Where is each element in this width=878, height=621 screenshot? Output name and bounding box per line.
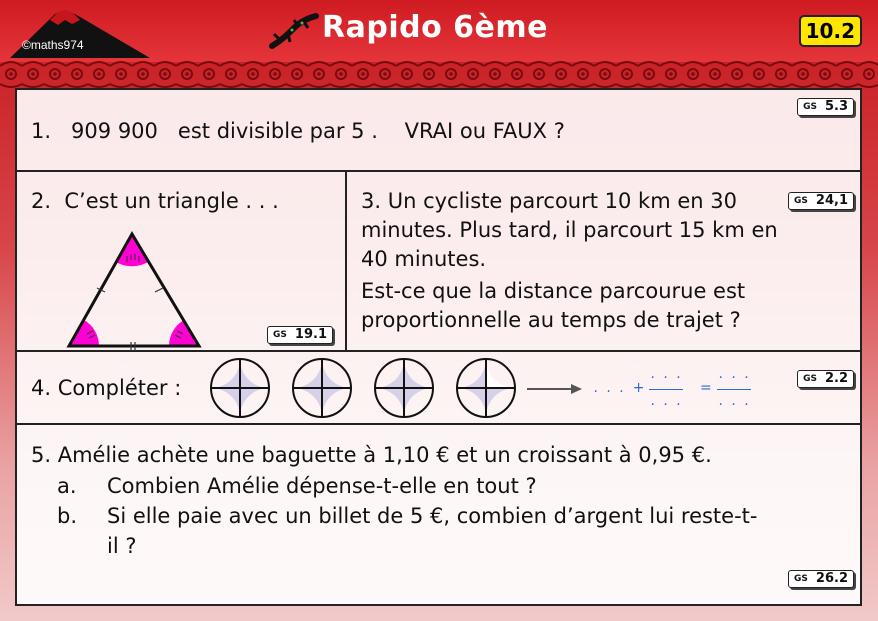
lace-border: [0, 60, 878, 90]
logo-text: ©maths974: [22, 38, 84, 52]
gs-code: 26.2: [815, 571, 848, 586]
question-5: [17, 425, 860, 604]
question-5a-text: Combien Amélie dépense-t-elle en tout ?: [107, 474, 537, 498]
dots-plus: . . . +: [594, 380, 647, 396]
header-bar: [0, 0, 878, 62]
gs-label: GS: [794, 574, 808, 584]
gs-badge-q5: [788, 570, 854, 588]
fraction-1-denominator: . . .: [651, 393, 684, 409]
exercise-panel: [15, 88, 862, 606]
gs-code: 19.1: [294, 327, 327, 342]
fraction-circle: [375, 359, 433, 417]
gs-badge-q1: [797, 98, 854, 116]
equals-sign: =: [700, 380, 714, 396]
logo: [0, 0, 160, 62]
fraction-1-bar: [649, 389, 683, 390]
gs-label: GS: [803, 102, 817, 112]
question-2: [17, 172, 347, 352]
gs-code: 2.2: [824, 371, 848, 386]
gs-label: GS: [803, 374, 817, 384]
gs-code: 24,1: [815, 193, 848, 208]
question-4-label: 4. Compléter :: [31, 376, 182, 400]
gs-label: GS: [273, 330, 287, 340]
fraction-2-denominator: . . .: [719, 393, 752, 409]
question-3-line-5: proportionnelle au temps de trajet ?: [361, 308, 741, 332]
question-3-line-4: Est-ce que la distance parcourue est: [361, 279, 746, 303]
fraction-2-bar: [717, 389, 751, 390]
question-3-line-2: minutes. Plus tard, il parcourt 15 km en: [361, 218, 778, 242]
fraction-2-numerator: . . .: [719, 366, 752, 382]
question-5b-label: b.: [57, 504, 78, 528]
question-5b-text-line-2: il ?: [107, 534, 137, 558]
gs-badge-q3: [788, 192, 854, 210]
arrow-icon: [527, 383, 583, 395]
question-1: [17, 90, 860, 172]
question-5-intro: 5. Amélie achète une baguette à 1,10 € et un croissant à 0,95 €.: [31, 443, 712, 467]
question-3-line-1: 3. Un cycliste parcourt 10 km en 30: [361, 189, 737, 213]
question-2-text: 2. C’est un triangle . . .: [31, 189, 279, 213]
gs-badge-q4: [797, 370, 854, 388]
question-5b-text-line-1: Si elle paie avec un billet de 5 €, combien d’argent lui reste-t-: [107, 504, 758, 528]
gecko-icon: [268, 12, 320, 52]
question-3-line-3: 40 minutes.: [361, 247, 487, 271]
triangle-figure: [65, 230, 215, 360]
fraction-1-numerator: . . .: [651, 366, 684, 382]
gs-code: 5.3: [824, 99, 848, 114]
fraction-circles: [209, 354, 529, 422]
page-title: Rapido 6ème: [322, 10, 548, 45]
volcano-logo-icon: [0, 0, 160, 62]
fraction-circle: [211, 359, 269, 417]
question-3: [347, 172, 860, 352]
rapido-number-badge: 10.2: [799, 15, 862, 47]
fraction-circle: [457, 359, 515, 417]
question-1-text: 1. 909 900 est divisible par 5 . VRAI ou FAUX ?: [31, 119, 565, 143]
question-5a-label: a.: [57, 474, 77, 498]
question-4: [17, 352, 860, 425]
gs-label: GS: [794, 196, 808, 206]
gs-badge-q2: [267, 326, 333, 344]
fraction-circle: [293, 359, 351, 417]
